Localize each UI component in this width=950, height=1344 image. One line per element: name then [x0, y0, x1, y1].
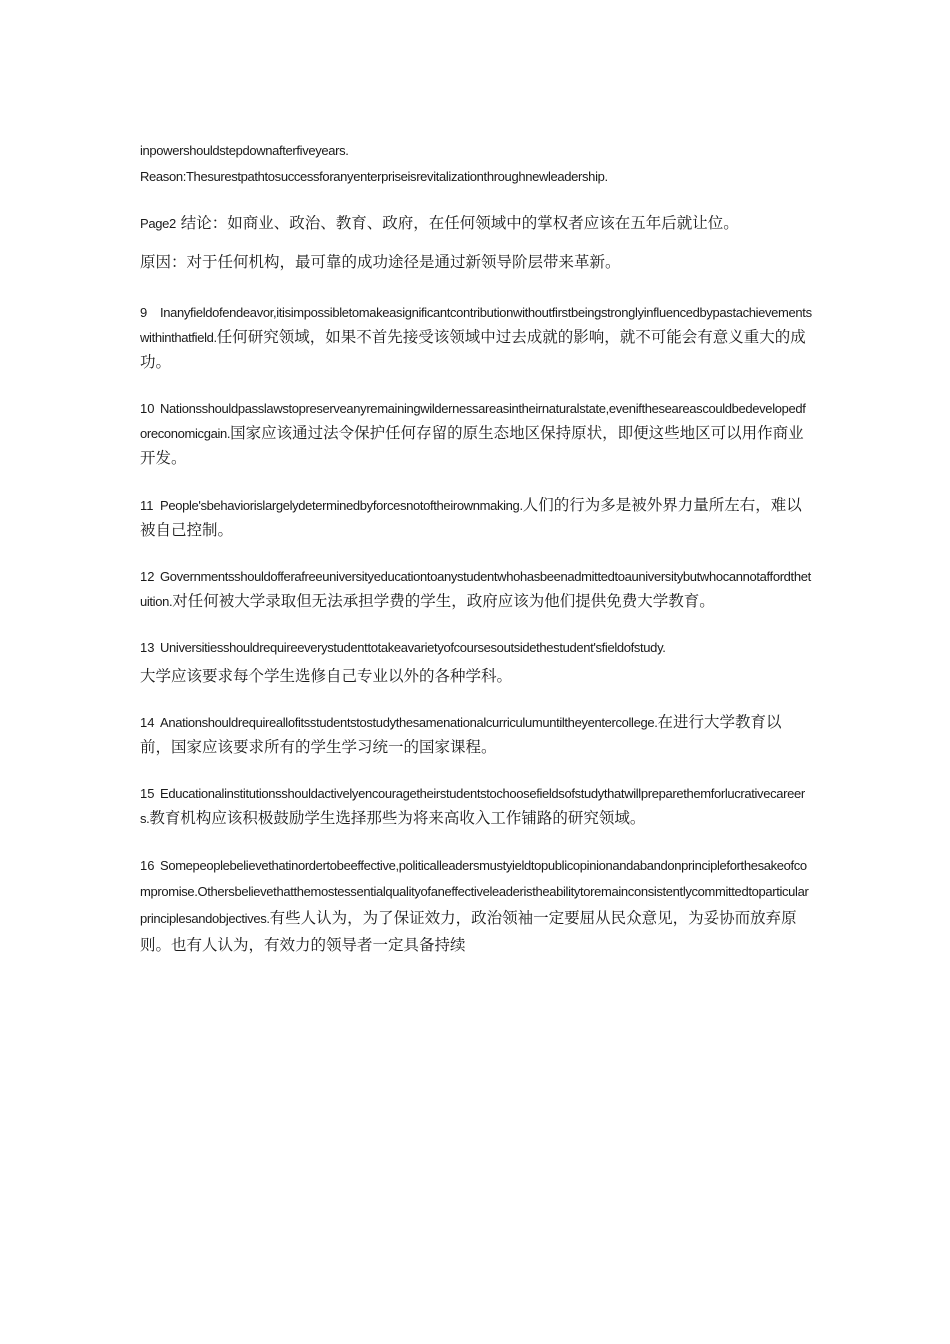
- item-english: People'sbehaviorislargelydeterminedbyforcesnotoftheirownmaking.: [160, 498, 523, 513]
- item-chinese: 国家应该通过法令保护任何存留的原生态地区保持原状，即便这些地区可以用作商业开发。: [140, 424, 804, 467]
- item-number: 14: [140, 715, 155, 730]
- list-item: [140, 565, 812, 614]
- item-english: Universitiesshouldrequireeverystudenttotakeavarietyofcoursesoutsidethestudent'sfieldofstudy.: [160, 640, 666, 655]
- item-english: Nationsshouldpasslawstopreserveanyremainingwildernessareasintheirnaturalstate,eveniftheseareascouldbedevelopedforeconomicgain.: [140, 401, 806, 441]
- item-english: Somepeoplebelievethatinordertobeeffective,politicalleadersmustyieldtopublicopinionandabandonprincipleforthesakeofcompromise.Othersbelievethatthemostessentialqualityofaneffectiveleaderistheabilitytoremainconsistentlycommittedtoparticularprinciplesandobjectives.: [140, 858, 809, 926]
- item-english: Governmentsshouldofferafreeuniversityeducationtoanystudentwhohasbeenadmittedtoauniversitybutwhocannotaffordthetuition.: [140, 569, 811, 609]
- item-number: 12: [140, 569, 155, 584]
- page2-label: Page2: [140, 216, 176, 231]
- intro-line-1: inpowershouldstepdownafterfiveyears.: [140, 143, 349, 158]
- item-number: 11: [140, 498, 154, 513]
- item-chinese: 大学应该要求每个学生选修自己专业以外的各种学科。: [140, 667, 513, 685]
- item-number: 16: [140, 858, 155, 873]
- item-chinese: 教育机构应该积极鼓励学生选择那些为将来高收入工作铺路的研究领域。: [149, 809, 646, 827]
- item-number: 13: [140, 640, 155, 655]
- list-item: [140, 782, 812, 831]
- item-chinese: 对任何被大学录取但无法承担学费的学生，政府应该为他们提供免费大学教育。: [172, 592, 715, 610]
- item-english: Educationalinstitutionsshouldactivelyencouragetheirstudentstochoosefieldsofstudythatwillpreparethemforlucrativecareers.: [140, 786, 805, 826]
- page2-reason: 原因：对于任何机构，最可靠的成功途径是通过新领导阶层带来革新。: [140, 253, 621, 271]
- list-item: [140, 710, 812, 760]
- intro-line-2: Reason:Thesurestpathtosuccessforanyenterpriseisrevitalizationthroughnewleadership.: [140, 169, 608, 184]
- list-item: [140, 493, 812, 543]
- list-item: [140, 853, 812, 959]
- item-number: 9: [140, 305, 148, 320]
- page2-conclusion-text: 结论：如商业、政治、教育、政府，在任何领域中的掌权者应该在五年后就让位。: [180, 214, 739, 232]
- item-english: Inanyfieldofendeavor,itisimpossibletomakeasignificantcontributionwithoutfirstbeingstronglyinfluencedbypastachievementswithinthatfield.: [140, 305, 812, 345]
- document-page: [140, 138, 812, 959]
- item-english: Anationshouldrequireallofitsstudentstostudythesamenationalcurriculumuntiltheyentercollege.: [160, 715, 658, 730]
- item-chinese: 任何研究领域，如果不首先接受该领域中过去成就的影响，就不可能会有意义重大的成功。: [140, 328, 806, 371]
- item-chinese: 在进行大学教育以前，国家应该要求所有的学生学习统一的国家课程。: [140, 713, 782, 756]
- item-number: 15: [140, 786, 155, 801]
- list-item: [140, 301, 812, 375]
- list-item: [140, 397, 812, 471]
- page2-conclusion: [140, 210, 812, 237]
- item-chinese: 人们的行为多是被外界力量所左右，难以被自己控制。: [140, 496, 802, 539]
- item-number: 10: [140, 401, 155, 416]
- list-item: [140, 636, 812, 688]
- item-chinese: 有些人认为，为了保证效力，政治领袖一定要屈从民众意见，为妥协而放弃原则。也有人认为，有效力的领导者一定具备持续: [140, 909, 797, 954]
